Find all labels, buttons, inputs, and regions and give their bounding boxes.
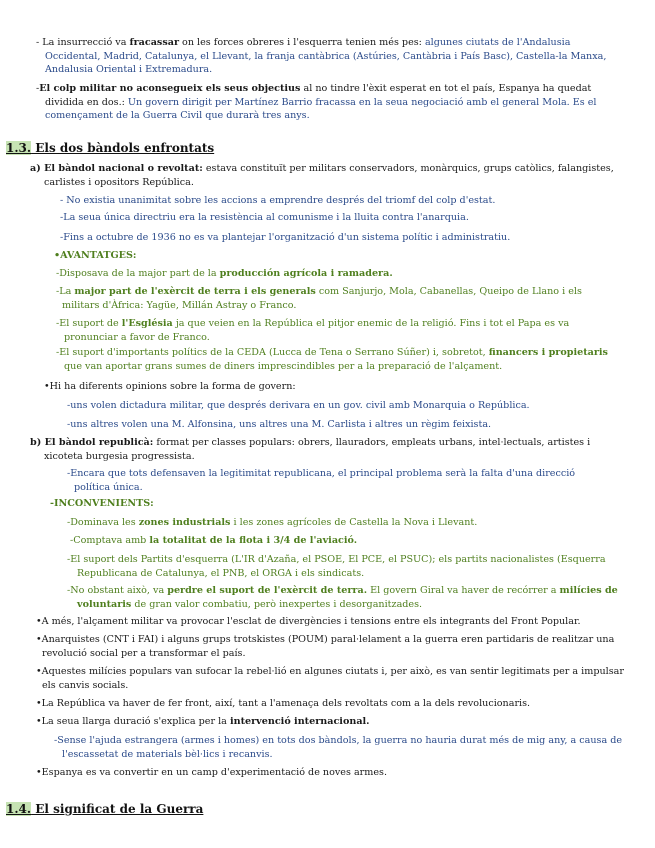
inconvenient-4-mid: El govern Giral va haver de recórrer a xyxy=(367,585,560,596)
avantatge-1-bold: producción agrícola i ramadera. xyxy=(219,268,393,279)
section-title-1-3: Els dos bàndols enfrontats xyxy=(31,141,215,155)
section-title-1-4: El significat de la Guerra xyxy=(31,802,204,816)
inconvenient-4-bold: perdre el suport de l'exèrcit de terra. xyxy=(167,585,368,596)
inconvenient-1 xyxy=(67,516,617,530)
intro-p2-mid: al no tindre l'èxit esperat en tot el país, Espanya ha quedat dividida en dos.: xyxy=(45,83,592,108)
avantatge-2-post: com Sanjurjo, Mola, Cabanellas, Queipo de Llano i els militars d'Àfrica: Yagüe, Millán Astray o Franco. xyxy=(62,286,582,311)
bullet-5-pre: •La seua llarga duració s'explica per la xyxy=(36,716,230,727)
bullet-3: •Aquestes milícies populars van sufocar la rebel·lió en algunes ciutats i, per això, es van sentir legitimats per a impulsar els canvis socials. xyxy=(36,666,624,691)
intro-paragraph-2 xyxy=(36,82,625,123)
inconvenient-1-post: i les zones agrícoles de Castella la Nova i Llevant. xyxy=(230,517,478,528)
intro-p2-blue: Un govern dirigit per Martínez Barrio fracassa en la seua negociació amb el general Mola. Es el començament de la Guerra Civil que durarà tres anys. xyxy=(45,96,597,122)
intro-p1-blue: algunes ciutats de l'Andalusia Occidental, Madrid, Catalunya, el Llevant, la franja cantàbrica (Astúries, Cantàbria i País Basc), Castella-la Manxa, Andalusia Oriental i Extremadura. xyxy=(45,37,607,76)
inconvenient-2 xyxy=(70,534,620,548)
nacional-item-1: - No existia unanimitat sobre les accions a emprendre després del triomf del colp d'estat. xyxy=(60,195,496,206)
intro-p1-bold: fracassar xyxy=(129,37,179,48)
avantatge-2-pre: -La xyxy=(56,286,75,297)
republica-description: format per classes populars: obrers, llauradors, empleats urbans, intel·lectuals, artistes i xicoteta burgesia progressista. xyxy=(44,437,591,462)
republica-note: -Encara que tots defensaven la legitimitat republicana, el principal problema serà la falta d'una direcció política única. xyxy=(67,468,576,493)
opinions-bullet: •Hi ha diferents opinions sobre la forma de govern: xyxy=(44,381,296,392)
intro-paragraph-1 xyxy=(36,36,625,77)
avantatge-4-pre: -El suport d'importants polítics de la CEDA (Lucca de Tena o Serrano Súñer) i, sobretot, xyxy=(56,347,489,358)
nacional-heading xyxy=(30,162,624,189)
intro-p1-mid: on les forces obreres i l'esquerra tenien més pes: xyxy=(179,37,425,48)
avantatge-4-bold: financers i propietaris xyxy=(488,347,608,358)
section-heading-1-4 xyxy=(6,803,203,817)
avantatge-3 xyxy=(56,317,624,344)
bullet-6: •Espanya es va convertir en un camp d'experimentació de noves armes. xyxy=(36,767,388,778)
section-number-1-3: 1.3. xyxy=(6,141,32,155)
inconvenient-2-pre: -Comptava amb xyxy=(70,535,150,546)
inconvenient-2-bold: la totalitat de la flota i 3/4 de l'aviació. xyxy=(149,535,358,546)
inconvenient-4 xyxy=(67,584,627,611)
opinion-2: -uns altres volen una M. Alfonsina, uns altres una M. Carlista i altres un règim feixista. xyxy=(67,419,492,430)
nacional-item-2: -La seua única directriu era la resistència al comunisme i la lluita contra l'anarquia. xyxy=(60,212,469,223)
intro-p2-prefix: - xyxy=(36,83,40,94)
inconvenient-1-bold: zones industrials xyxy=(138,517,231,528)
nacional-title: El bàndol nacional o revoltat: xyxy=(44,163,203,174)
bullet-5 xyxy=(36,715,621,729)
avantatge-3-post: ja que veien en la República el pitjor enemic de la religió. Fins i tot el Papa es va pronunciar a favor de Franco. xyxy=(64,318,570,343)
opinion-1: -uns volen dictadura militar, que després derivara en un gov. civil amb Monarquia o República. xyxy=(67,400,530,411)
avantatge-4 xyxy=(56,346,624,373)
intro-p2-bold: El colp militar no aconsegueix els seus objectius xyxy=(39,83,301,94)
republica-title: El bàndol republicà: xyxy=(44,437,154,448)
bullet-5-bold: intervenció internacional. xyxy=(229,716,370,727)
inconvenients-label-text: -INCONVENIENTS: xyxy=(50,498,154,509)
avantatge-3-pre: -El suport de xyxy=(56,318,122,329)
avantatge-2-bold: major part de l'exèrcit de terra i els generals xyxy=(74,286,316,297)
avantatges-label xyxy=(54,249,136,263)
bullet-2: •Anarquistes (CNT i FAI) i alguns grups trotskistes (POUM) paral·lelament a la guerra eren partidaris de realitzar una revolució social per a transformar el país. xyxy=(36,634,615,659)
inconvenient-3: -El suport dels Partits d'esquerra (L'IR d'Azaña, el PSOE, El PCE, el PSUC); els partits nacionalistes (Esquerra Republicana de Catalunya, el PNB, el ORGA i els sindicats. xyxy=(67,554,606,579)
section-heading-1-3 xyxy=(6,142,214,156)
inconvenient-4-bold-2: milícies de voluntaris xyxy=(77,585,618,610)
bullet-5-sub: -Sense l'ajuda estrangera (armes i homes) en tots dos bàndols, la guerra no hauria durat més de mig any, a causa de l'escassetat de materials bèl·lics i recanvis. xyxy=(54,735,623,760)
nacional-prefix: a) xyxy=(30,163,45,174)
inconvenient-4-pre: -No obstant això, va xyxy=(67,585,168,596)
avantatge-2 xyxy=(56,285,622,312)
avantatge-3-bold: l'Església xyxy=(121,318,173,329)
nacional-item-3: -Fins a octubre de 1936 no es va plantejar l'organització d'un sistema polític i administratiu. xyxy=(60,232,511,243)
avantatges-label-text: •AVANTATGES: xyxy=(54,250,137,261)
intro-p1-prefix: - La insurrecció va xyxy=(36,37,130,48)
republica-prefix: b) xyxy=(30,437,45,448)
section-number-1-4: 1.4. xyxy=(6,802,32,816)
bullet-4: •La República va haver de fer front, així, tant a l'amenaça dels revoltats com a la dels revolucionaris. xyxy=(36,698,531,709)
avantatge-1 xyxy=(56,267,616,281)
avantatge-1-text: -Disposava de la major part de la xyxy=(56,268,220,279)
avantatge-4-post: que van aportar grans sumes de diners imprescindibles per a la preparació de l'alçament. xyxy=(64,360,503,372)
inconvenient-4-post: de gran valor combatiu, però inexpertes i desorganitzades. xyxy=(131,598,423,610)
inconvenients-label xyxy=(50,497,154,511)
bullet-1: •A més, l'alçament militar va provocar l'esclat de divergències i tensions entre els integrants del Front Popular. xyxy=(36,616,581,627)
nacional-description: estava constituït per militars conservadors, monàrquics, grups catòlics, falangistes, carlistes i opositors República. xyxy=(44,163,614,188)
inconvenient-1-pre: -Dominava les xyxy=(67,517,139,528)
republica-heading xyxy=(30,436,624,463)
